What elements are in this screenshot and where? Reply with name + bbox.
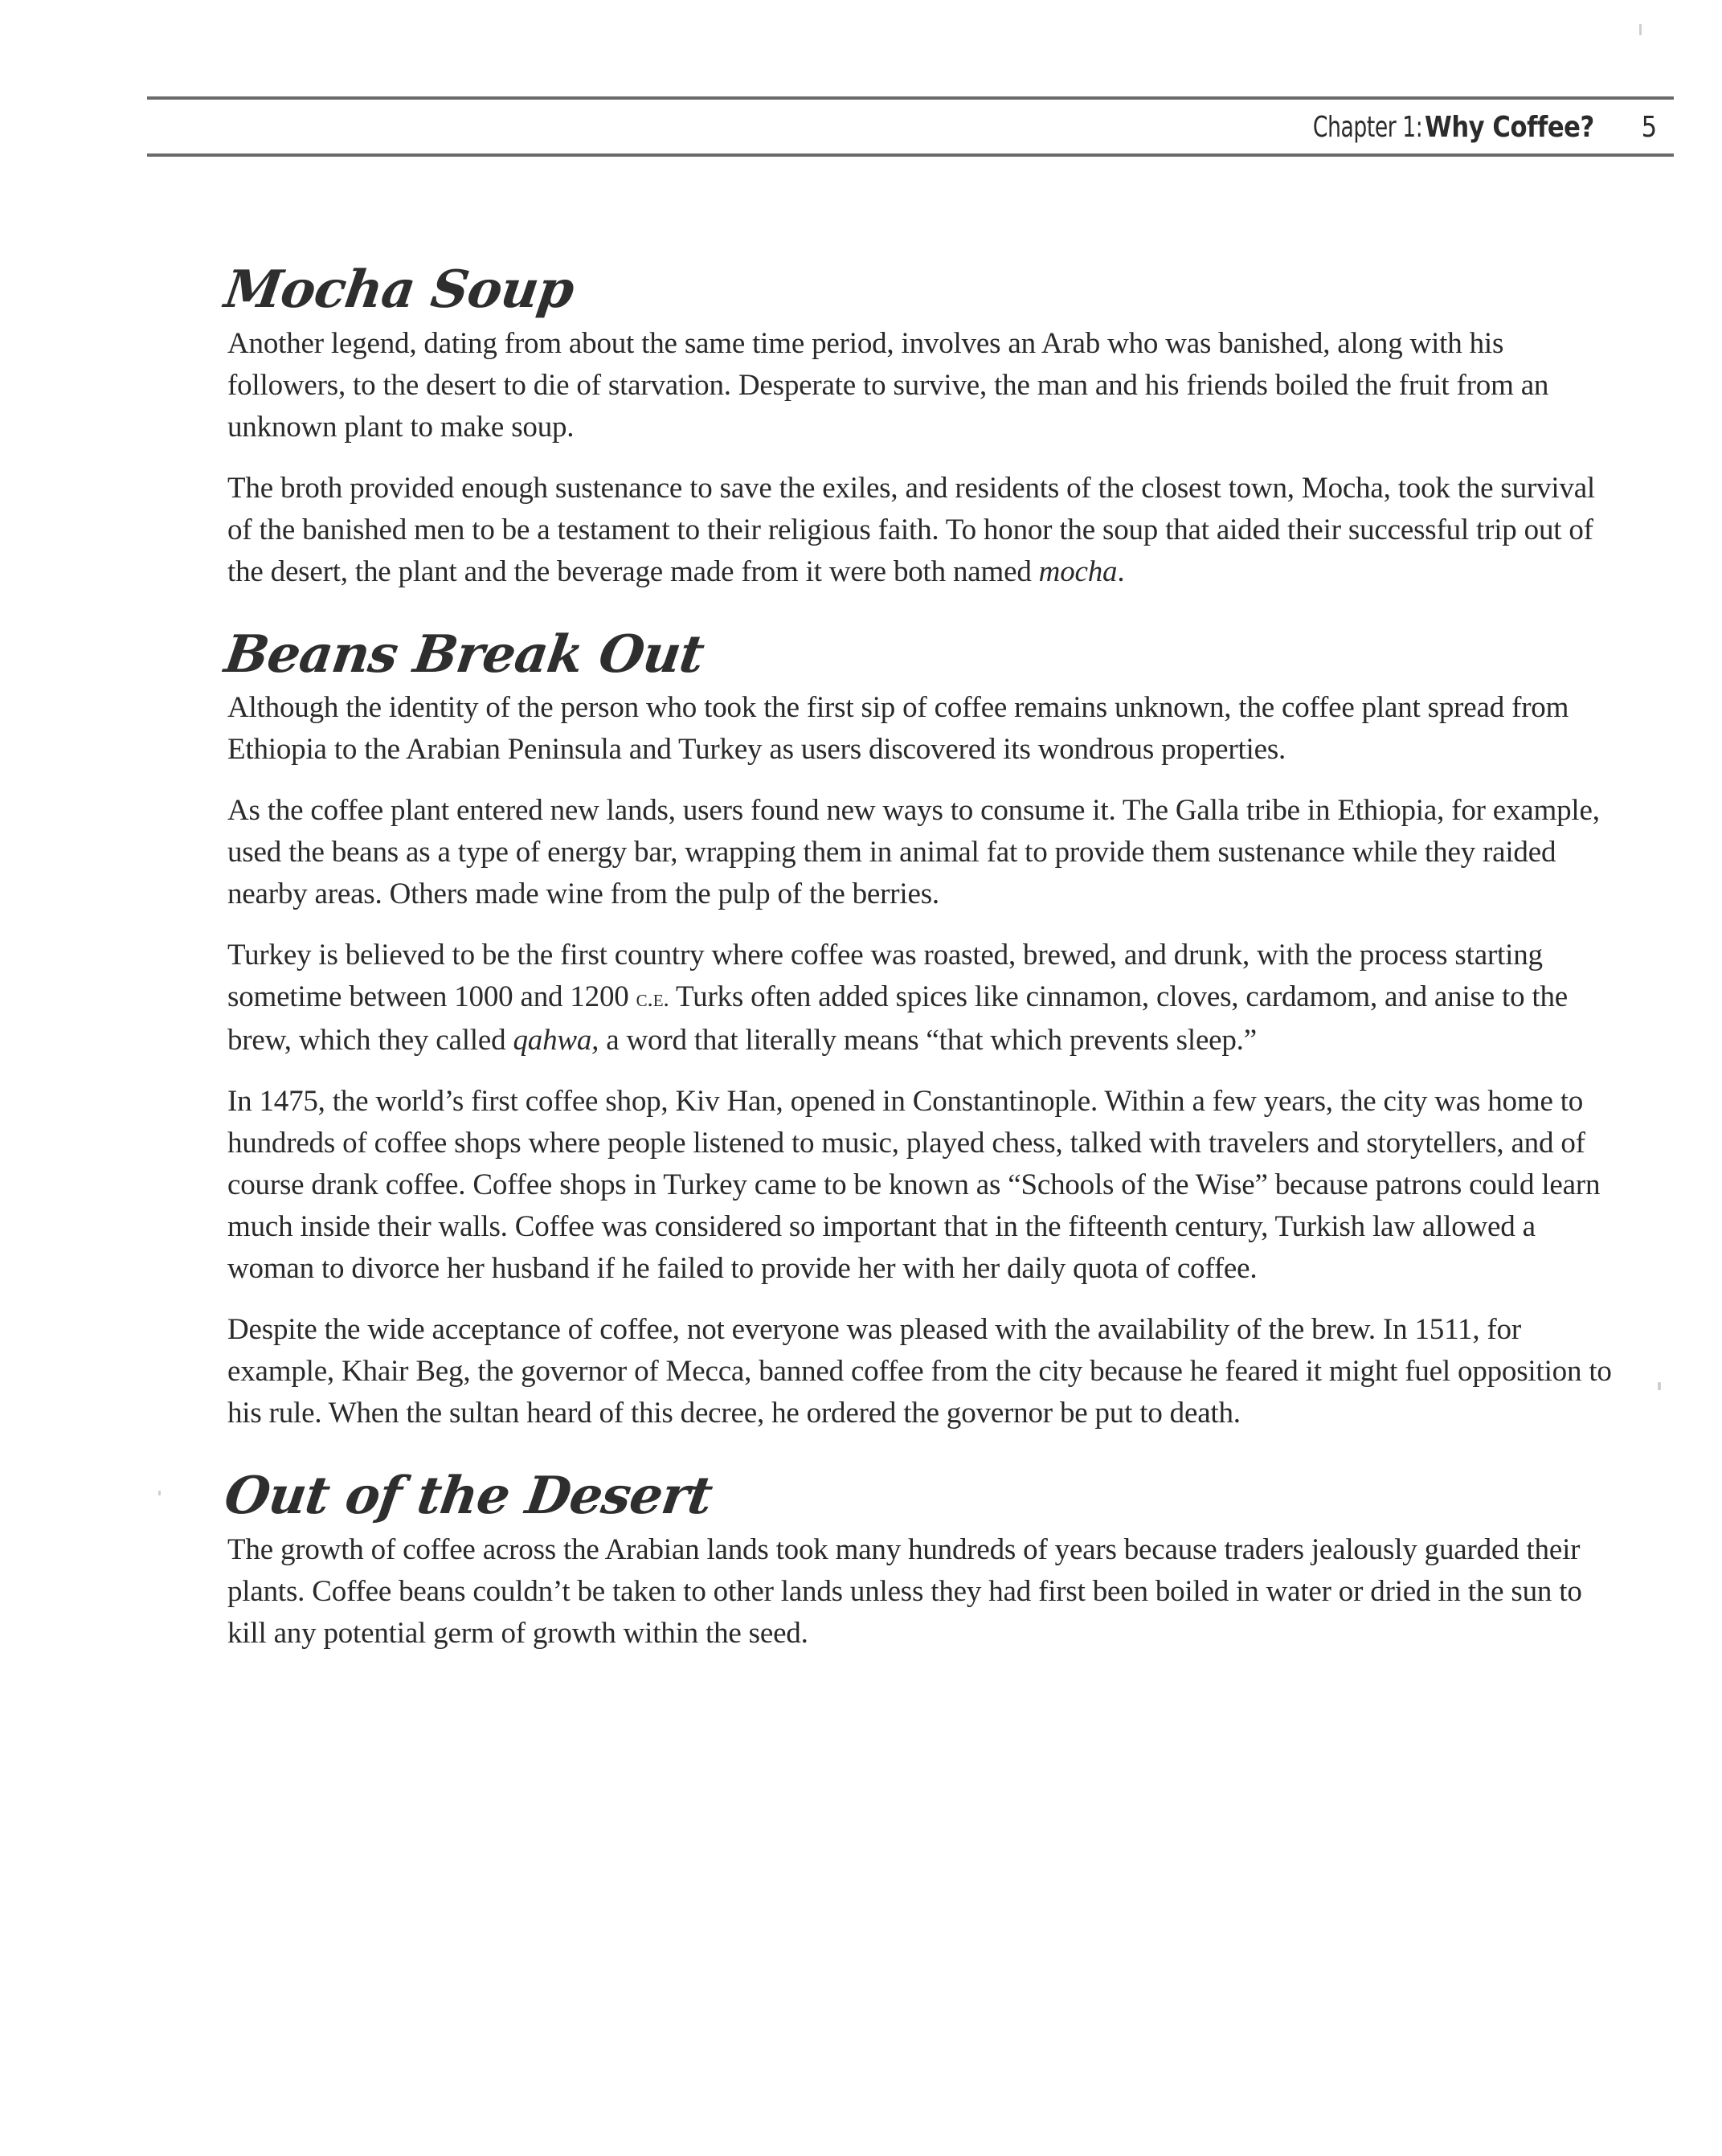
- paragraph: [227, 468, 1626, 593]
- paragraph-text: Despite the wide acceptance of coffee, not everyone was pleased with the availability of the brew. In 1511, for example, Khair Beg, the governor of Mecca, banned coffee from the city because he feared it might fuel opposition to his rule. When the sultan heard of this decree, he ordered the governor be put to death.: [227, 1313, 1612, 1430]
- running-head: [1289, 106, 1658, 148]
- section-heading: Out of the Desert: [220, 1466, 716, 1527]
- section-beans-break-out: [220, 624, 1626, 1435]
- paragraph: [227, 1309, 1626, 1434]
- header-rule-bottom: [147, 153, 1674, 157]
- page-body: [220, 241, 1626, 1674]
- section-heading: Mocha Soup: [220, 260, 578, 320]
- chapter-label: Chapter 1:: [1313, 110, 1423, 144]
- scan-speck: [158, 1491, 161, 1495]
- paragraph-text: The broth provided enough sustenance to save the exiles, and residents of the closest town, Mocha, took the survival of the banished men to be a testament to their religious faith. To honor the soup that aided their successful trip out of the desert, the plant and the beverage made from it were both named: [227, 471, 1596, 588]
- header-rule-top: [147, 96, 1674, 100]
- scan-speck: [1639, 24, 1642, 35]
- paragraph-text: Another legend, dating from about the same time period, involves an Arab who was banished, along with his followers, to the desert to die of starvation. Desperate to survive, the man and his friends boiled the fruit from an unknown plant to make soup.: [227, 326, 1549, 444]
- paragraph-text: Although the identity of the person who took the first sip of coffee remains unknown, the coffee plant spread from Ethiopia to the Arabian Peninsula and Turkey as users discovered its wondrous properties.: [227, 691, 1569, 767]
- paragraph-text: As the coffee plant entered new lands, users found new ways to consume it. The Galla tribe in Ethiopia, for example, used the beans as a type of energy bar, wrapping them in animal fat to provide them sustenance while they raided nearby areas. Others made wine from the pulp of the berries.: [227, 794, 1600, 911]
- paragraph: [227, 323, 1626, 448]
- paragraph-text: Turkey is believed to be the first country where coffee was roasted, brewed, and drunk, with the process starting sometime between 1000 and 1200: [227, 939, 1543, 1014]
- scan-speck: [1658, 1382, 1661, 1390]
- paragraph-text: a word that literally means “that which prevents sleep.”: [599, 1024, 1257, 1058]
- section-heading: Beans Break Out: [220, 624, 708, 685]
- section-out-of-the-desert: [220, 1466, 1626, 1655]
- paragraph: [227, 935, 1626, 1062]
- paragraph-text: In 1475, the world’s first coffee shop, Kiv Han, opened in Constantinople. Within a few years, the city was home to hundreds of coffee shops where people listened to music, played chess, talked with travelers and storytellers, and of course drank coffee. Coffee shops in Turkey came to be known as “Schools of the Wise” because patrons could learn much inside their walls. Coffee was considered so important that in the fifteenth century, Turkish law allowed a woman to divorce her husband if he failed to provide her with her daily quota of coffee.: [227, 1085, 1601, 1286]
- chapter-title: Why Coffee?: [1424, 110, 1594, 144]
- section-mocha-soup: [220, 260, 1626, 593]
- era-abbreviation: c.e.: [636, 985, 669, 1013]
- paragraph: [227, 687, 1626, 771]
- paragraph: [227, 1529, 1626, 1655]
- paragraph-text: The growth of coffee across the Arabian lands took many hundreds of years because traders jealously guarded their plants. Coffee beans couldn’t be taken to other lands unless they had first been boiled in water or dried in the sun to kill any potential germ of growth within the seed.: [227, 1532, 1582, 1650]
- paragraph: [227, 1081, 1626, 1290]
- paragraph-text: Turks often added spices like cinnamon, cloves, cardamom, and anise to the brew, which they called: [227, 980, 1569, 1058]
- paragraph-text: .: [1117, 554, 1125, 588]
- italic-term: mocha: [1038, 554, 1118, 588]
- italic-term: qahwa,: [513, 1024, 599, 1058]
- page-number: 5: [1641, 110, 1657, 144]
- paragraph: [227, 790, 1626, 915]
